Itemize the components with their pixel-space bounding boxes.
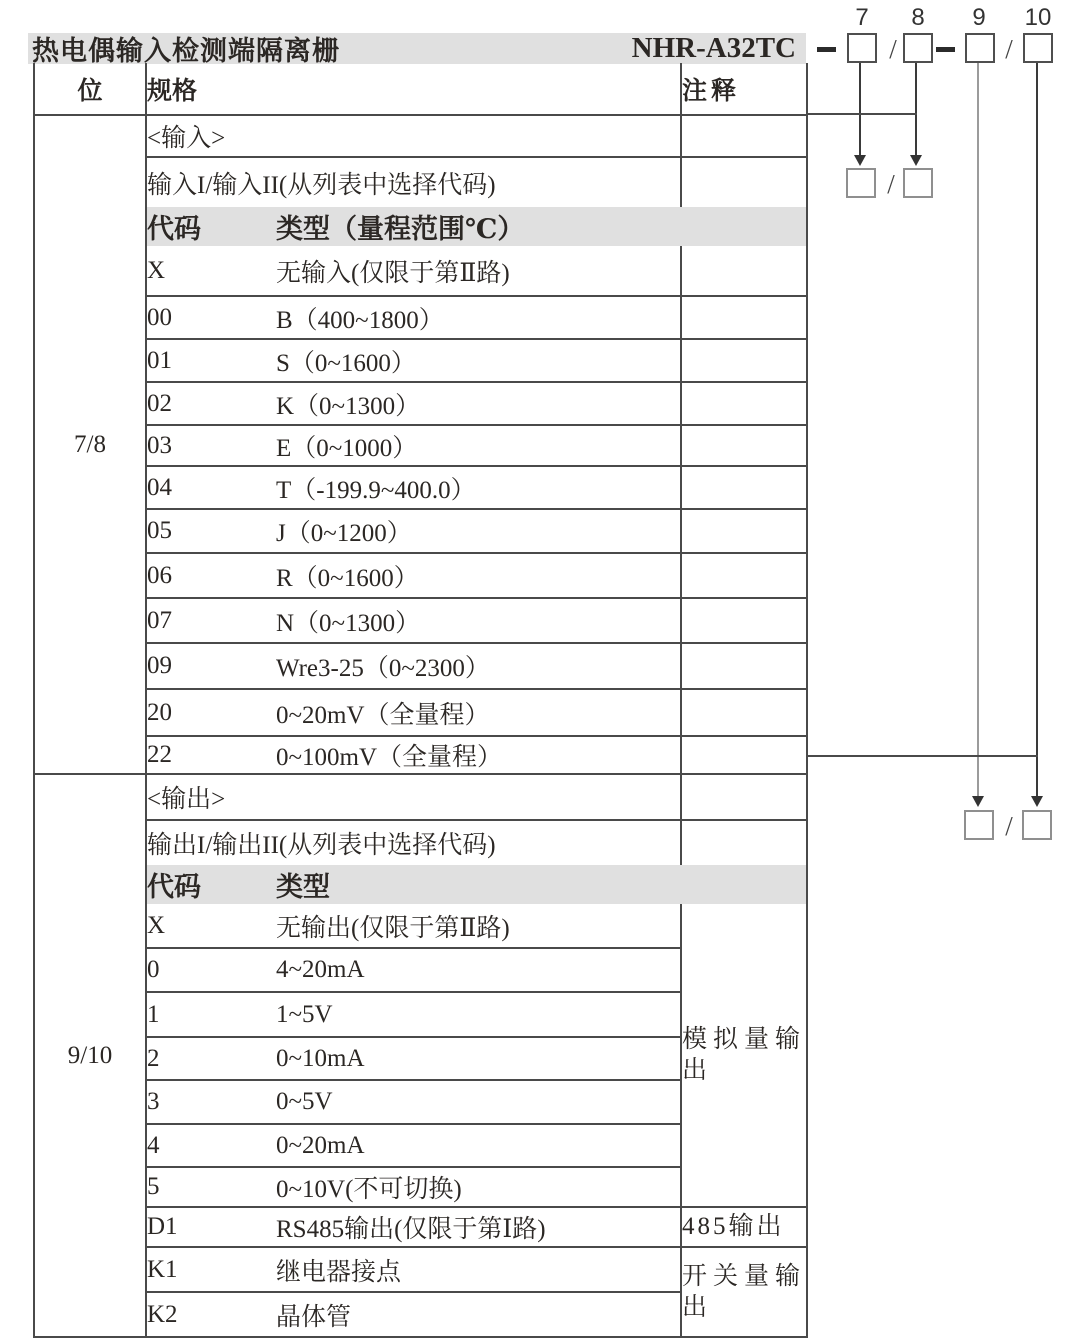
table-row (34, 904, 807, 948)
note-cell-empty (681, 466, 807, 509)
note-cell-empty (681, 736, 807, 774)
output1-code-box (964, 810, 994, 840)
arrow-down-icon (972, 796, 984, 807)
digit-label-10: 10 (1024, 4, 1052, 31)
code-cell: 0 (146, 948, 276, 992)
input-section-title: <输入> (146, 115, 681, 157)
code-cell: X (146, 904, 276, 948)
type-cell: K（0~1300） (276, 382, 681, 425)
note-cell-empty (681, 339, 807, 382)
type-cell: 1~5V (276, 992, 681, 1037)
note-cell-empty (681, 382, 807, 425)
type-cell: 无输出(仅限于第Ⅱ路) (276, 904, 681, 948)
code-cell: 04 (146, 466, 276, 509)
output-type-header: 类型 (276, 865, 681, 904)
slash-separator: / (1005, 811, 1013, 841)
code-cell: 03 (146, 425, 276, 466)
code-cell: 07 (146, 598, 276, 643)
note-cell-empty (681, 865, 807, 904)
note-cell-empty (681, 553, 807, 598)
note-switch-output: 开关量输出 (682, 1262, 807, 1321)
note-cell-empty (681, 425, 807, 466)
slash-separator: / (1005, 34, 1013, 64)
type-cell: 0~10mA (276, 1037, 681, 1080)
table-row (34, 1207, 807, 1247)
col-header-note: 注释 (681, 63, 807, 115)
output-section-subtitle: 输出I/输出II(从列表中选择代码) (146, 820, 681, 865)
type-cell: 0~5V (276, 1080, 681, 1124)
code-cell: D1 (146, 1207, 276, 1247)
code-cell: 09 (146, 643, 276, 689)
table-row (34, 425, 807, 466)
code-cell: 20 (146, 689, 276, 736)
code-cell: 3 (146, 1080, 276, 1124)
note-cell-empty (681, 157, 807, 207)
code-cell: K2 (147, 1300, 178, 1328)
digit-label-7: 7 (855, 4, 869, 31)
table-row (34, 774, 807, 820)
dash-separator-icon (936, 47, 955, 52)
input1-code-box (846, 168, 876, 198)
spec-table (33, 63, 808, 1338)
table-row (34, 1247, 807, 1292)
type-cell: S（0~1600） (276, 339, 681, 382)
code-cell: 06 (146, 553, 276, 598)
type-cell: 4~20mA (276, 948, 681, 992)
arrow-down-icon (854, 155, 866, 166)
type-cell: T（-199.9~400.0） (276, 466, 681, 509)
code-box-digit10 (1023, 33, 1053, 63)
input-code-header-row (34, 207, 807, 246)
table-row (34, 115, 807, 157)
col-header-spec: 规格 (146, 63, 681, 115)
col-header-bit: 位 (34, 63, 146, 115)
section-border-extension (806, 755, 1038, 757)
table-row (34, 553, 807, 598)
table-row (34, 736, 807, 774)
type-cell: RS485输出(仅限于第Ⅰ路) (276, 1207, 681, 1247)
table-row (34, 246, 807, 296)
table-row (34, 643, 807, 689)
input-type-header: 类型（量程范围℃） (276, 207, 681, 246)
note-cell-empty (681, 115, 807, 157)
type-cell: E（0~1000） (276, 425, 681, 466)
note-cell-empty (681, 246, 807, 296)
table-row (34, 598, 807, 643)
output-code-header-row (34, 865, 807, 904)
type-cell: 0~10V(不可切换) (276, 1167, 681, 1207)
note-485-output: 485输出 (681, 1207, 807, 1247)
type-cell: 0~100mV（全量程） (276, 736, 681, 774)
note-analog-output: 模拟量输出 (681, 904, 807, 1207)
input2-code-box (903, 168, 933, 198)
table-row (34, 509, 807, 553)
connector-line-digit8 (915, 63, 917, 156)
type-cell: B（400~1800） (276, 296, 681, 339)
note-cell-empty (681, 509, 807, 553)
type-cell: 继电器接点 (276, 1247, 681, 1292)
note-cell-empty (681, 774, 807, 820)
arrow-down-icon (910, 155, 922, 166)
note-cell-empty (681, 598, 807, 643)
slash-separator: / (887, 169, 895, 199)
slash-separator: / (889, 34, 897, 64)
table-row (34, 466, 807, 509)
output2-code-box (1022, 810, 1052, 840)
note-cell-empty (681, 207, 807, 246)
page-title: 热电偶输入检测端隔离栅 (32, 36, 340, 66)
type-cell: N（0~1300） (276, 598, 681, 643)
table-row (34, 296, 807, 339)
code-cell: 5 (146, 1167, 276, 1207)
code-box-digit9 (965, 33, 995, 63)
code-box-digit7 (847, 33, 877, 63)
table-header-row (34, 63, 807, 115)
table-row (34, 339, 807, 382)
code-cell: 00 (146, 296, 276, 339)
input-section-subtitle: 输入I/输入II(从列表中选择代码) (146, 157, 681, 207)
input-code-header: 代码 (146, 207, 276, 246)
table-row (34, 157, 807, 207)
note-cell-empty (681, 296, 807, 339)
header-border-extension (806, 113, 917, 115)
code-cell: 1 (146, 992, 276, 1037)
note-cell-empty (681, 820, 807, 865)
type-cell: J（0~1200） (276, 509, 681, 553)
connector-line-digit9 (977, 63, 979, 797)
type-cell: 0~20mA (276, 1124, 681, 1167)
code-cell: 4 (146, 1124, 276, 1167)
bit-cell-output: 9/10 (34, 774, 146, 1337)
type-cell: R（0~1600） (276, 553, 681, 598)
table-row (34, 689, 807, 736)
digit-label-9: 9 (972, 4, 986, 31)
code-cell: 05 (146, 509, 276, 553)
type-cell: 晶体管 (276, 1292, 681, 1337)
code-cell: K1 (146, 1247, 276, 1292)
code-cell: 22 (146, 736, 276, 774)
code-cell: 01 (146, 339, 276, 382)
code-cell: X (146, 246, 276, 296)
dash-separator-icon (817, 47, 836, 52)
note-cell-empty (681, 689, 807, 736)
code-box-digit8 (903, 33, 933, 63)
code-cell: 2 (146, 1037, 276, 1080)
connector-line-digit7 (859, 63, 861, 156)
title-bar (28, 33, 806, 64)
note-cell-empty (681, 643, 807, 689)
type-cell: 无输入(仅限于第Ⅱ路) (276, 246, 681, 296)
table-row (34, 382, 807, 425)
type-cell: 0~20mV（全量程） (276, 689, 681, 736)
table-row (34, 820, 807, 865)
model-number: NHR-A32TC (631, 32, 796, 64)
output-section-title: <输出> (146, 774, 681, 820)
arrow-down-icon (1031, 796, 1043, 807)
connector-line-digit10 (1036, 63, 1038, 797)
digit-label-8: 8 (911, 4, 925, 31)
code-cell: 02 (146, 382, 276, 425)
type-cell: Wre3-25（0~2300） (276, 643, 681, 689)
bit-cell-input: 7/8 (34, 115, 146, 774)
output-code-header: 代码 (146, 865, 276, 904)
